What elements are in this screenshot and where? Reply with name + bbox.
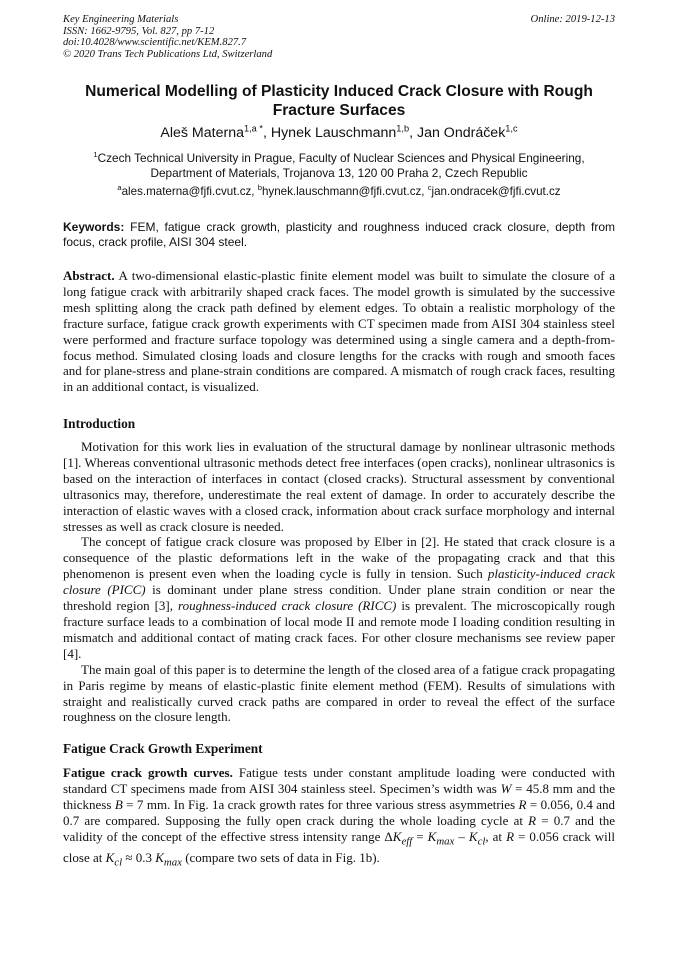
email-sup: a <box>117 183 122 193</box>
page-header <box>63 14 615 60</box>
paragraph: Fatigue crack growth curves. Fatigue tests under constant amplitude loading were conducted with standard CT specimens made from AISI 304 stainless steel. Specimen’s width was W = 45.8 mm and the thickness B = 7 mm. In Fig. 1a crack growth rates for three various stress asymmetries R = 0.056, 0.4 and 0.7 are compared. Supposing the fully open crack during the whole loading cycle at R = 0.7 and the validity of the concept of the effective stress intensity range $\Delta K_{eff} = K_{max} - K_{cl}$, at R = 0.056 crack will close at $K_{cl} \approx 0.3$ $K_{max}$ (compare two sets of data in Fig. 1b). <box>63 765 616 869</box>
paragraph: The main goal of this paper is to determine the length of the closed area of a fatigue crack propagating in Paris regime by means of elastic-plastic finite element method (FEM). Results of simulations with straight and realistically curved crack paths are compared in order to reveal the effect of the surface roughness on the closure length. <box>63 661 615 725</box>
keywords-text: FEM, fatigue crack growth, plasticity and roughness induced crack closure, depth from focus, crack profile, AISI 304 steel. <box>63 220 615 249</box>
email-list: $^a$ales.materna@fjfi.cvut.cz, $^b$hynek.lauschmann@fjfi.cvut.cz, $^c$jan.ondracek@fjfi.cvut.cz <box>117 183 561 198</box>
author-list: Aleš Materna$^{1,a *}$, Hynek Lauschmann$^{1,b}$, Jan Ondráček$^{1,c}$ <box>160 123 518 141</box>
affiliation-line2: Department of Materials, Trojanova 13, 120 00 Praha 2, Czech Republic <box>150 166 528 180</box>
author-sup: 1,b <box>396 123 410 134</box>
keywords-label: Keywords: <box>63 220 125 234</box>
author-sup: 1,c <box>505 123 518 134</box>
fatigue-body <box>63 765 615 872</box>
author-sup: 1,a * <box>243 123 263 134</box>
online-date: Online: 2019-12-13 <box>530 14 615 25</box>
affiliation-line1: Czech Technical University in Prague, Faculty of Nuclear Sciences and Physical Engineering, <box>97 151 585 165</box>
keywords <box>63 220 615 250</box>
author-name: Jan Ondráček <box>416 125 506 141</box>
journal-name: Key Engineering Materials <box>63 14 179 25</box>
paragraph: Motivation for this work lies in evaluation of the structural damage by nonlinear ultrasonic methods [1]. Whereas conventional ultrasonic methods detect free interfaces (open cracks), nonlinear ultrasonics is based on the interaction of interfaces in contact (closed cracks). Structural assessment by conventional ultrasonics may, therefore, underestimate the real extent of damage. In order to accurately describe the interaction of elastic waves with a closed crack, information about crack surface morphology and internal stresses as well as crack closure is needed. <box>63 439 615 534</box>
email-sup: c <box>427 183 432 193</box>
introduction-body <box>63 439 615 725</box>
paper-title: Numerical Modelling of Plasticity Induced Crack Closure with Rough Fracture Surfaces <box>85 83 593 119</box>
affiliation <box>63 151 615 181</box>
email-sup: b <box>257 183 262 193</box>
section-heading-fatigue: Fatigue Crack Growth Experiment <box>63 741 263 756</box>
doi-line: doi:10.4028/www.scientific.net/KEM.827.7 <box>63 37 247 49</box>
paragraph: The concept of fatigue crack closure was proposed by Elber in [2]. He stated that crack closure is a consequence of the plastic deformations left in the wake of the propagating crack and that this phenomenon is present even when the loading cycle is fully in tension. Such plasticity-induced crack closure (PICC) is dominant under plane stress condition. Under plane strain condition or near the threshold region [3], roughness-induced crack closure (RICC) is prevalent. The microscopically rough fracture surface leads to a combination of local mode II and remote mode I loading condition resulting in mismatch and additional contact of mating crack faces. For other closure mechanisms see review paper [4]. <box>63 534 615 661</box>
email-address: ales.materna@fjfi.cvut.cz <box>121 185 252 198</box>
email-address: hynek.lauschmann@fjfi.cvut.cz <box>261 185 422 198</box>
abstract <box>63 268 615 395</box>
author-name: Aleš Materna <box>160 125 244 141</box>
author-name: Hynek Lauschmann <box>270 125 397 141</box>
affiliation-sup: 1 <box>93 150 98 160</box>
abstract-label: Abstract. <box>63 268 115 283</box>
abstract-text: A two-dimensional elastic-plastic finite element model was built to simulate the closure of a long fatigue crack with arbitrarily shaped crack faces. The model growth is simulated by the successive mesh splitting along the crack path defined by element edges. To obtain a realistic morphology of the fracture surface, fatigue crack growth experiments with CT specimen made from AISI 304 stainless steel were performed and fracture surface topology was determined using a single camera and a depth-from-focus method. Simulated closing loads and closure lengths for the cracks with rough and smooth faces and for plane-stress and plane-strain conditions are compared. A mismatch of rough crack faces, resulting in an additional contact, is visualized. <box>63 268 615 395</box>
section-heading-introduction: Introduction <box>63 416 136 431</box>
email-address: jan.ondracek@fjfi.cvut.cz <box>431 185 561 198</box>
copyright-line: © 2020 Trans Tech Publications Ltd, Switzerland <box>63 48 273 60</box>
issn-line: ISSN: 1662-9795, Vol. 827, pp 7-12 <box>63 25 215 37</box>
